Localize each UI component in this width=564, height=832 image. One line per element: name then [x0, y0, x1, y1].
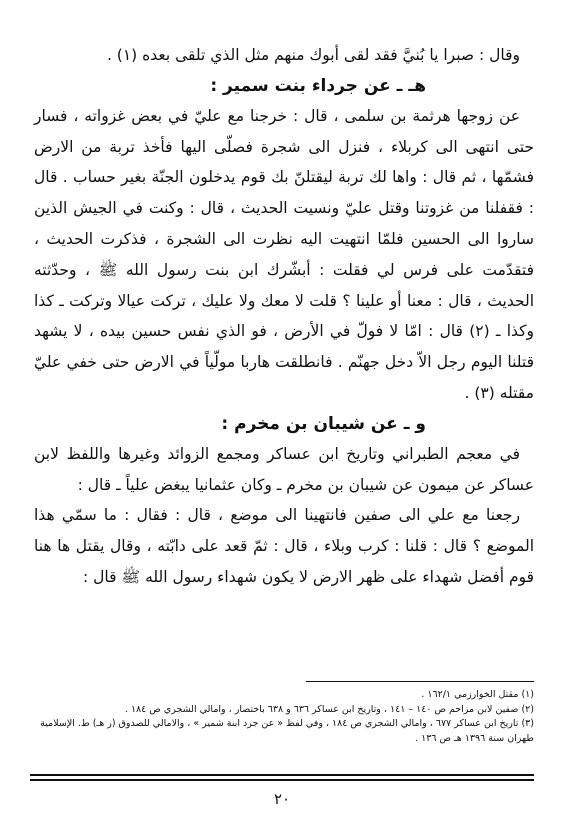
body-paragraph: رجعنا مع علي الى صفين فانتهينا الى موضع ، قال : فقال : ما سمّي هذا الموضع ؟ قال : قلنا : كرب وبلاء ، قال : ثمّ قعد على دابّته ، وقال يقتل ها هنا قوم أفضل شهداء على ظهر الارض لا يكون شهداء رسول الله ﷺ قال : [34, 506, 534, 586]
footnote-divider [306, 681, 534, 682]
section-heading-h: هـ ـ عن جرداء بنت سمير : [210, 75, 426, 96]
body-paragraph: في معجم الطبراني وتاريخ ابن عساكر ومجمع الزوائد وغيرها واللفظ لابن عساكر عن ميمون عن شيبان بن مخرم ـ وكان عثمانيا يبغض علياً ـ قال : [34, 444, 534, 494]
page-body [34, 40, 534, 593]
bottom-double-rule [30, 774, 534, 784]
footnote: (٣) تاريخ ابن عساكر ٦٧٧ ، وامالي الشجري ص ١٨٤ ، وفي لفظ « عن جرد ابنة شمير » ، والامالي للصدوق (ر هـ) ط. الإسلامية طهران سنة ١٣٩٦ هـ ص ١٣٦ . [40, 718, 534, 744]
opening-line: وقال : صبرا يا بُنيَّ فقد لقى أبوك منهم مثل الذي تلقى بعده (١) . [106, 46, 520, 64]
footnote: (٢) صفين لابن مزاحم ص ١٤٠ – ١٤١ ، وتاريخ ابن عساكر ٦٣٦ و ٦٣٨ باختصار ، وامالي الشجري ص ١٨٤ . [124, 703, 534, 715]
rule-line [30, 779, 534, 781]
page-number: ٢٠ [273, 790, 291, 808]
section-heading-w: و ـ عن شيبان بن مخرم : [221, 413, 426, 434]
rule-line [30, 774, 534, 776]
footnote: (١) مقتل الخوارزمي ١٦٢/١ . [421, 689, 534, 700]
footnotes [34, 688, 534, 746]
body-paragraph: عن زوجها هرثمة بن سلمى ، قال : خرجنا مع عليّ في بعض غزواته ، فسار حتى انتهى الى كربلاء ، فنزل الى شجرة فصلّى اليها فأخذ تربة من الارض فشمّها ، ثم قال : واها لك تربة ليقتلنّ بك قوم يدخلون الجنّة بغير حساب . قال : فقفلنا من غزوتنا وقتل عليّ ونسيت الحديث ، قال : وكنت في الجيش الذين ساروا الى الحسين فلمّا انتهيت اليه نظرت الى الشجرة ، فذكرت الحديث ، فتقدّمت على فرس لي فقلت : أبشّرك ابن بنت رسول الله ﷺ ، وحدّثته الحديث ، قال : معنا أو علينا ؟ قلت لا معك ولا عليك ، تركت عيالا وتركت ـ كذا وكذا ـ (٢) قال : امّا لا فولّ في الأرض ، فو الذي نفس حسين بيده ، لا يشهد قتلنا اليوم رجل الاّ دخل جهنّم . فانطلقت هاربا مولّياً في الارض حتى خفي عليّ مقتله (٣) . [34, 106, 535, 402]
